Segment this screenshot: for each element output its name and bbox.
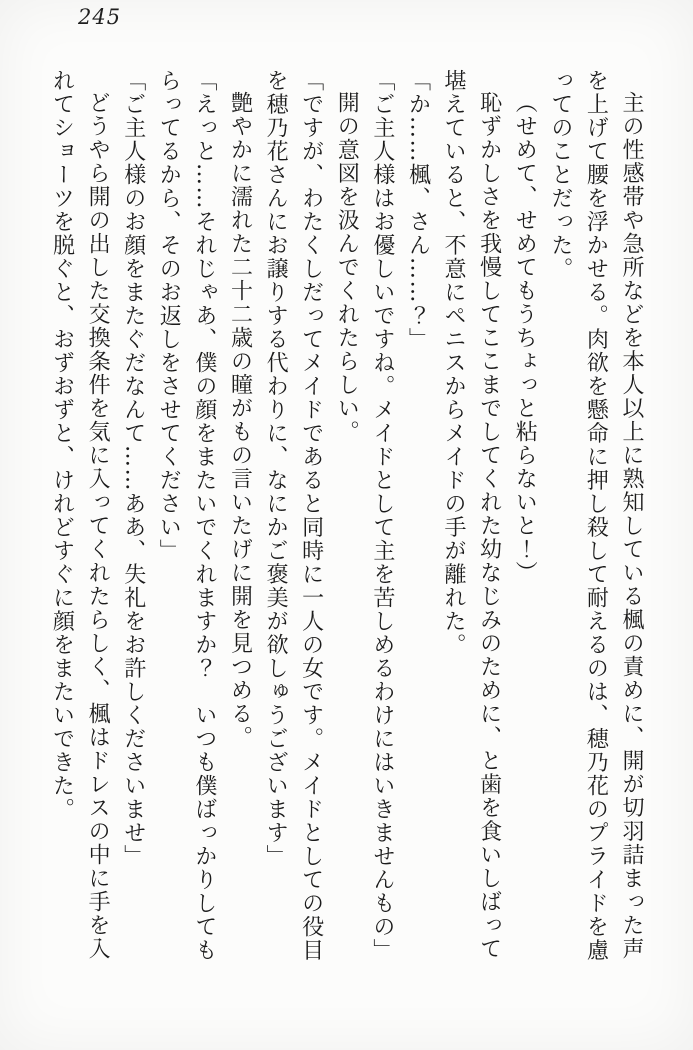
text-line: （せめて、せめてもうちょっと粘らないと！） [512,91,538,585]
text-line: 艶やかに濡れた二十二歳の瞳がもの言いたげに開を見つめる。 [227,91,253,749]
text-line: 「ご主人様のお顔をまたぐだなんて……ああ、失礼をお許しくださいませ」 [120,69,146,868]
text-line: 堪えていると、不意にペニスからメイドの手が離れた。 [441,69,467,657]
text-line: 「ですが、わたくしだってメイドであると同時に一人の女です。メイドとしての役目 [298,69,324,962]
text-line: ってのことだった。 [547,69,573,281]
vertical-text-block [44,69,649,969]
text-line: 「えっと……それじゃあ、僕の顔をまたいでくれますか？ いつも僕ばっかりしても [191,69,217,962]
text-line: 「か……楓、さん……？」 [405,69,431,351]
text-line: 恥ずかしさを我慢してここまでしてくれた幼なじみのために、と歯を食いしばって [476,91,502,961]
text-line: 開の意図を汲んでくれたらしい。 [334,91,360,444]
text-line: を上げて腰を浮かせる。肉欲を懸命に押し殺して耐えるのは、穂乃花のプライドを慮 [583,69,609,962]
text-line: 「ご主人様はお優しいですね。メイドとして主を苦しめるわけにはいきませんもの」 [369,69,395,962]
text-line: れてショーツを脱ぐと、おずおずと、けれどすぐに顔をまたいできた。 [49,69,75,821]
text-line: 主の性感帯や急所などを本人以上に熟知している楓の責めに、開が切羽詰まった声 [619,91,644,961]
text-line: どうやら開の出した交換条件を気に入ってくれたらしく、楓はドレスの中に手を入 [85,91,111,961]
text-line: を穂乃花さんにお譲りする代わりに、なにかご褒美が欲しゅうございます」 [263,69,289,868]
page-number: 245 [78,5,122,29]
text-line: らってるから、そのお返しをさせてください」 [156,69,182,563]
